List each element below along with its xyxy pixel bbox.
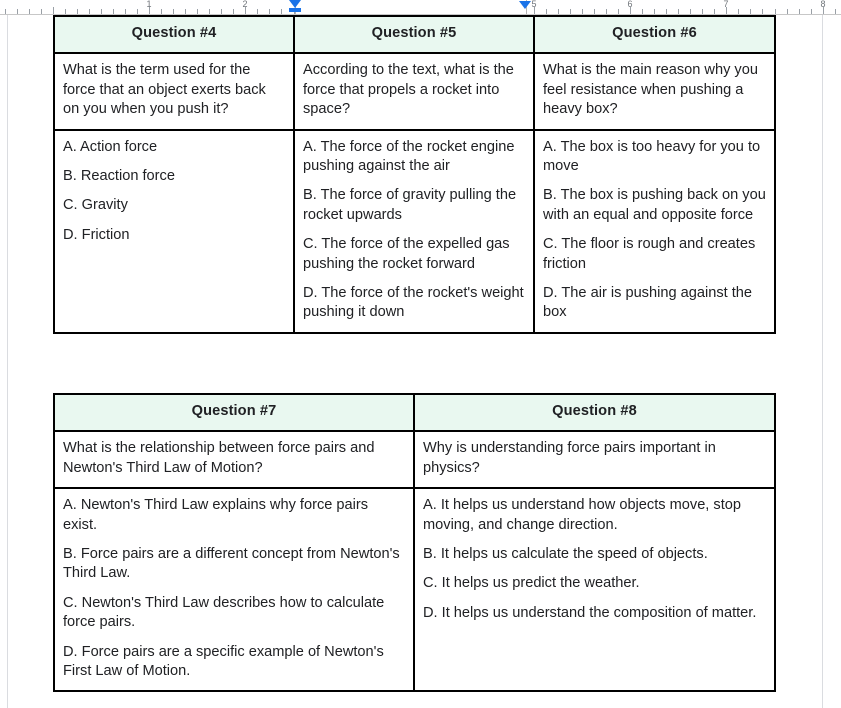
ruler-number-5: 5 (531, 0, 537, 9)
question-text-4: What is the term used for the force that an object exerts back on you when you push it? (63, 62, 266, 118)
ruler-tick-minor (137, 9, 138, 14)
answers-cell-8[interactable] (414, 488, 775, 691)
table-questions-4-6[interactable] (53, 15, 776, 334)
ruler-tick-minor (570, 9, 571, 14)
answers-cell-6[interactable] (534, 130, 775, 333)
ruler-tick-minor (197, 9, 198, 14)
header-label-question-4: Question #4 (131, 25, 217, 41)
ruler-tick-minor (666, 9, 667, 14)
ruler-tick-minor (29, 9, 30, 14)
answer-option: B. The box is pushing back on you with an equal and opposite force (543, 187, 766, 223)
table-row-question-text (54, 53, 775, 129)
answer-option: D. It helps us understand the composition of matter. (423, 604, 757, 621)
ruler-tick-minor (618, 9, 619, 14)
ruler-tick-minor (738, 9, 739, 14)
header-cell-question-6[interactable] (534, 16, 775, 53)
answer-option: B. Reaction force (63, 168, 175, 185)
table-row-header (54, 16, 775, 53)
question-text-cell-4[interactable] (54, 53, 294, 129)
answers-cell-4[interactable] (54, 130, 294, 333)
ruler-number-6: 6 (627, 0, 633, 9)
ruler-tick-minor (65, 9, 66, 14)
ruler-tick-minor (77, 9, 78, 14)
ruler-tick-minor (582, 9, 583, 14)
answers-cell-7[interactable] (54, 488, 414, 691)
header-cell-question-7[interactable] (54, 394, 414, 431)
question-text-5: According to the text, what is the force that propels a rocket into space? (303, 62, 514, 118)
answer-option: A. It helps us understand how objects move, stop moving, and change direction. (423, 497, 741, 533)
horizontal-ruler[interactable] (0, 0, 841, 15)
question-text-cell-5[interactable] (294, 53, 534, 129)
answer-option: D. Friction (63, 226, 130, 243)
question-text-8: Why is understanding force pairs important in physics? (423, 440, 716, 476)
ruler-tick-minor (678, 9, 679, 14)
ruler-tick-minor (642, 9, 643, 14)
ruler-tick-minor (173, 9, 174, 14)
ruler-tick-minor (690, 9, 691, 14)
ruler-tick-minor (558, 9, 559, 14)
left-indent-marker[interactable] (289, 8, 301, 12)
ruler-number-8: 8 (820, 0, 826, 9)
answer-option: D. Force pairs are a specific example of Newton's First Law of Motion. (63, 643, 384, 680)
question-text-6: What is the main reason why you feel resistance when pushing a heavy box? (543, 62, 758, 118)
table-row-header (54, 394, 775, 431)
answer-option: B. Force pairs are a different concept from Newton's Third Law. (63, 546, 400, 582)
ruler-tick-minor (714, 9, 715, 14)
table-row-answers (54, 488, 775, 691)
header-label-question-6: Question #6 (612, 25, 697, 41)
ruler-tick-minor (606, 9, 607, 14)
ruler-tick-minor (702, 9, 703, 14)
ruler-tick-minor (41, 9, 42, 14)
answer-option: C. The floor is rough and creates friction (543, 236, 756, 272)
answer-option: B. The force of gravity pulling the rocket upwards (303, 187, 517, 223)
ruler-tick-minor (89, 9, 90, 14)
ruler-text-area-zone (295, 0, 527, 14)
ruler-number-2: 2 (242, 0, 248, 9)
ruler-tick-minor (787, 9, 788, 14)
ruler-tick-minor (185, 9, 186, 14)
ruler-tick-minor (594, 9, 595, 14)
ruler-tick-minor (799, 9, 800, 14)
header-label-question-5: Question #5 (371, 25, 457, 41)
ruler-tick-minor (281, 9, 282, 14)
header-label-question-8: Question #8 (552, 403, 637, 419)
answer-option: A. The force of the rocket engine pushing against the air (303, 138, 515, 175)
ruler-tick-minor (257, 9, 258, 14)
answer-option: D. The air is pushing against the box (543, 285, 753, 321)
answer-option: C. Gravity (63, 197, 128, 214)
ruler-tick-minor (101, 9, 102, 14)
table-row-question-text (54, 431, 775, 488)
ruler-tick-minor (654, 9, 655, 14)
first-line-indent-marker[interactable] (289, 0, 301, 8)
ruler-tick-minor (17, 9, 18, 14)
ruler-tick-minor (221, 9, 222, 14)
answer-option: C. It helps us predict the weather. (423, 575, 640, 592)
header-label-question-7: Question #7 (191, 403, 277, 419)
answer-option: D. The force of the rocket's weight pushing it down (303, 285, 524, 321)
answer-option: C. Newton's Third Law describes how to calculate force pairs. (63, 594, 385, 631)
ruler-tick-minor (161, 9, 162, 14)
answer-option: B. It helps us calculate the speed of objects. (423, 546, 708, 563)
ruler-tick-minor (233, 9, 234, 14)
ruler-tick-minor (750, 9, 751, 14)
answer-option: A. Action force (63, 138, 158, 155)
header-cell-question-5[interactable] (294, 16, 534, 53)
ruler-tick-minor (209, 9, 210, 14)
header-cell-question-8[interactable] (414, 394, 775, 431)
answer-option: C. The force of the expelled gas pushing the rocket forward (303, 236, 510, 272)
ruler-tick-minor (546, 9, 547, 14)
header-cell-question-4[interactable] (54, 16, 294, 53)
ruler-tick-minor (811, 9, 812, 14)
ruler-number-7: 7 (723, 0, 729, 9)
ruler-tick-major (53, 7, 54, 14)
document-page[interactable] (0, 15, 841, 708)
answer-option: A. Newton's Third Law explains why force pairs exist. (63, 497, 369, 533)
answers-cell-5[interactable] (294, 130, 534, 333)
ruler-tick-minor (125, 9, 126, 14)
answer-option: A. The box is too heavy for you to move (543, 138, 761, 175)
question-text-cell-7[interactable] (54, 431, 414, 488)
ruler-tick-minor (5, 9, 6, 14)
ruler-tick-minor (269, 9, 270, 14)
right-margin-guide (822, 15, 823, 708)
ruler-tick-minor (775, 9, 776, 14)
ruler-number-1: 1 (146, 0, 152, 9)
ruler-tick-minor (762, 9, 763, 14)
right-indent-marker[interactable] (519, 1, 531, 9)
left-margin-guide (7, 15, 8, 708)
question-text-cell-6[interactable] (534, 53, 775, 129)
table-row-answers (54, 130, 775, 333)
question-text-7: What is the relationship between force pairs and Newton's Third Law of Motion? (63, 440, 375, 476)
question-text-cell-8[interactable] (414, 431, 775, 488)
ruler-tick-minor (113, 9, 114, 14)
ruler-tick-minor (835, 9, 836, 14)
table-questions-7-8[interactable] (53, 393, 776, 692)
